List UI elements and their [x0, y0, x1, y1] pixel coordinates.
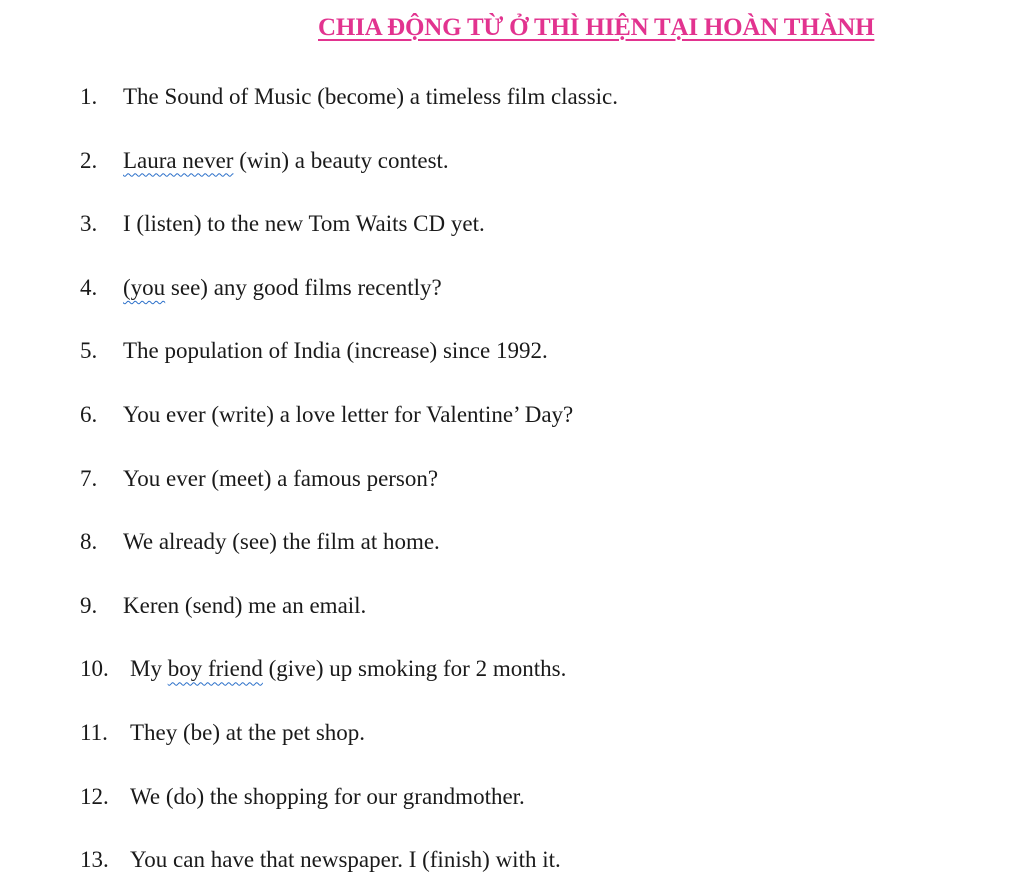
sentence-text: The Sound of Music (become) a timeless film classic. — [123, 84, 619, 109]
sentence-text: (win) a beauty contest. — [233, 147, 449, 173]
item-number: 3. — [80, 211, 98, 237]
list-item — [80, 527, 440, 557]
list-item — [80, 718, 365, 748]
spellcheck-flagged-text: Laura never — [123, 147, 234, 173]
list-item — [80, 82, 618, 112]
item-sentence — [123, 338, 548, 363]
item-number: 9. — [80, 592, 98, 618]
spellcheck-flagged-text: (you — [123, 274, 166, 300]
item-sentence — [123, 466, 438, 491]
list-item — [80, 146, 449, 176]
sentence-text: see) any good films recently? — [165, 274, 442, 300]
item-sentence — [130, 784, 525, 809]
item-number: 10. — [80, 656, 109, 682]
spellcheck-flagged-text: boy friend — [167, 656, 263, 682]
sentence-text: My — [130, 656, 168, 682]
sentence-text: The population of India (increase) since 1992. — [123, 338, 548, 364]
item-number: 13. — [80, 847, 109, 873]
list-item — [80, 464, 438, 494]
sentence-text: We already (see) the film at home. — [123, 529, 440, 555]
item-number: 7. — [80, 465, 98, 491]
list-item — [80, 782, 525, 812]
sentence-text: (give) up smoking for 2 months. — [262, 656, 567, 682]
sentence-text: You ever (write) a love letter for Valentine’ Day? — [123, 402, 574, 427]
item-number: 6. — [80, 402, 98, 427]
list-item — [80, 400, 573, 430]
list-item — [80, 654, 566, 684]
item-sentence — [123, 402, 573, 427]
item-sentence — [123, 211, 485, 236]
item-sentence — [123, 148, 449, 173]
item-number: 11. — [80, 720, 108, 745]
list-item — [80, 209, 485, 239]
list-item — [80, 591, 366, 621]
item-number: 1. — [80, 84, 98, 109]
document-title: CHIA ĐỘNG TỪ Ở THÌ HIỆN TẠI HOÀN THÀNH — [318, 14, 875, 41]
sentence-text: You can have that newspaper. I (finish) with it. — [130, 847, 561, 873]
item-number: 12. — [80, 783, 109, 809]
sentence-text: They (be) at the pet shop. — [130, 720, 366, 745]
sentence-text: I (listen) to the new Tom Waits CD yet. — [123, 211, 485, 237]
list-item — [80, 273, 442, 303]
item-sentence — [130, 720, 365, 745]
sentence-text: You ever (meet) a famous person? — [123, 465, 439, 491]
item-number: 2. — [80, 147, 98, 173]
sentence-text: Keren (send) me an email. — [123, 592, 367, 618]
list-item — [80, 845, 561, 875]
item-sentence — [123, 529, 440, 554]
list-item — [80, 336, 548, 366]
item-number: 8. — [80, 529, 98, 555]
item-sentence — [123, 593, 366, 618]
sentence-text: We (do) the shopping for our grandmother. — [130, 783, 525, 809]
item-number: 5. — [80, 338, 98, 364]
item-sentence — [130, 847, 561, 872]
item-number: 4. — [80, 274, 98, 300]
item-sentence — [123, 275, 442, 300]
item-sentence — [130, 656, 566, 681]
item-sentence — [123, 84, 618, 109]
